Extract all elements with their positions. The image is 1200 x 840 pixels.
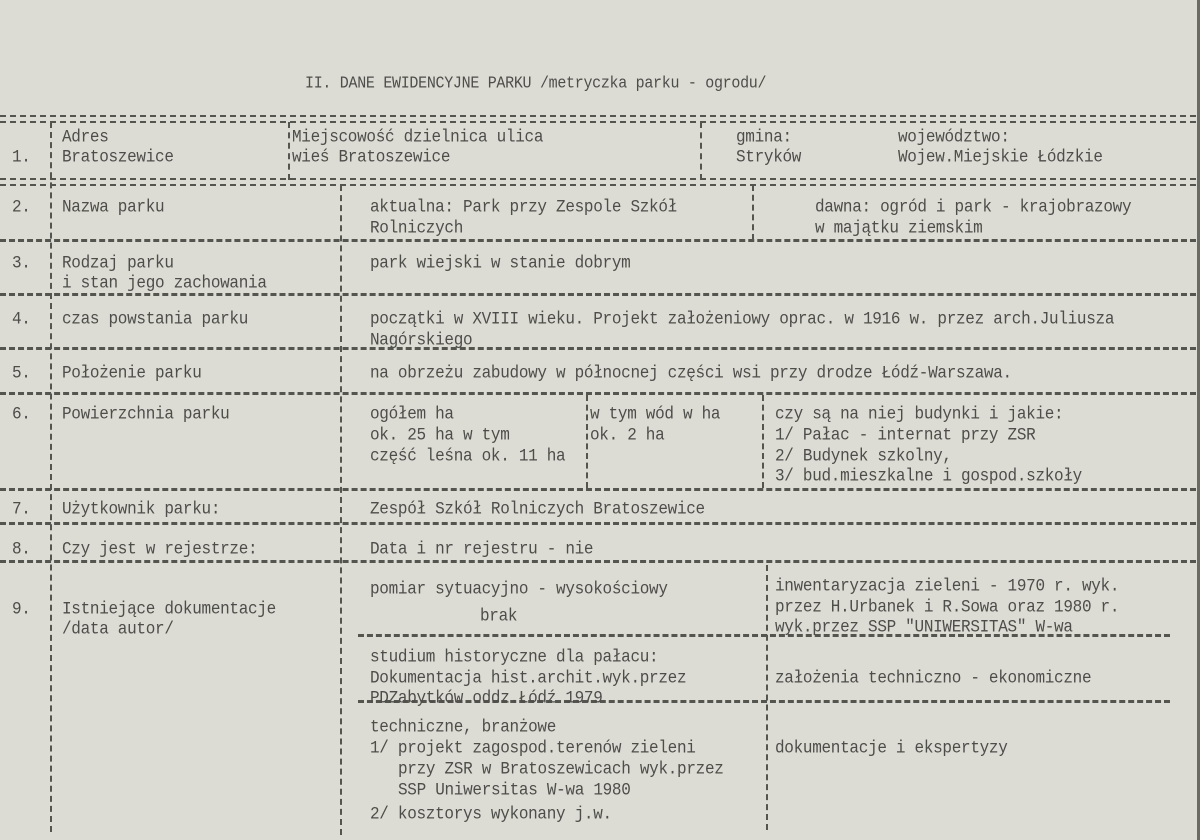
commune-value: Stryków: [736, 147, 802, 168]
expertises: dokumentacje i ekspertyzy: [775, 738, 1008, 759]
technical-economic: założenia techniczno - ekonomiczne: [775, 668, 1092, 689]
origin-value: początki w XVIII wieku. Projekt założeniowy oprac. w 1916 w. przez arch.Juliusza: [370, 309, 1115, 330]
row-divider: [0, 239, 1196, 242]
user-value: Zespół Szkół Rolniczych Bratoszewice: [370, 499, 705, 520]
area-total-label: ogółem ha: [370, 404, 454, 425]
row-number: 7.: [12, 499, 31, 520]
row-divider: [0, 347, 1196, 350]
column-divider: [762, 395, 764, 488]
column-divider: [340, 185, 342, 835]
forest-area: część leśna ok. 11 ha: [370, 446, 566, 467]
inventory-text: inwentaryzacja zieleni - 1970 r. wyk.: [775, 576, 1120, 597]
column-divider: [50, 122, 52, 832]
row-number: 6.: [12, 404, 31, 425]
double-rule: [0, 115, 1196, 123]
location-value: na obrzeżu zabudowy w północnej części wsi przy drodze Łódź-Warszawa.: [370, 363, 1012, 384]
row-divider: [0, 560, 1196, 563]
former-name: dawna: ogród i park - krajobrazowy: [815, 197, 1132, 218]
history-study: studium historyczne dla pałacu:: [370, 647, 659, 668]
building-item: 2/ Budynek szkolny,: [775, 446, 952, 467]
inventory-text: wyk.przez SSP "UNIWERSITAS" W-wa: [775, 617, 1073, 638]
address-label: Adres: [62, 127, 109, 148]
voivodeship-label: województwo:: [898, 127, 1010, 148]
column-divider: [700, 122, 702, 180]
voivodeship-value: Wojew.Miejskie Łódzkie: [898, 147, 1103, 168]
building-item: 3/ bud.mieszkalne i gospod.szkoły: [775, 466, 1082, 487]
commune-label: gmina:: [736, 127, 792, 148]
inventory-text: przez H.Urbanek i R.Sowa oraz 1980 r.: [775, 597, 1120, 618]
column-divider: [288, 122, 290, 180]
column-divider: [752, 185, 754, 240]
history-study: PDZabytków oddz.Łódź 1979: [370, 688, 603, 709]
row-divider: [0, 488, 1196, 491]
area-label: Powierzchnia parku: [62, 404, 230, 425]
buildings-label: czy są na niej budynki i jakie:: [775, 404, 1064, 425]
column-divider: [766, 565, 768, 830]
survey-value: brak: [480, 606, 518, 627]
locality-label: Miejscowość dzielnica ulica: [292, 127, 544, 148]
area-total-value: ok. 25 ha w tym: [370, 425, 510, 446]
row-number: 3.: [12, 253, 31, 274]
water-area-label: w tym wód w ha: [590, 404, 721, 425]
history-study: Dokumentacja hist.archit.wyk.przez: [370, 668, 687, 689]
document-title: II. DANE EWIDENCYJNE PARKU /metryczka parku - ogrodu/: [305, 74, 767, 94]
address-value: Bratoszewice: [62, 147, 174, 168]
row-number: 4.: [12, 309, 31, 330]
park-name-label: Nazwa parku: [62, 197, 165, 218]
technical-docs: 2/ kosztorys wykonany j.w.: [370, 804, 612, 825]
double-rule: [0, 178, 1196, 186]
documentation-label: Istniejące dokumentacje: [62, 599, 276, 620]
row-number: 2.: [12, 197, 31, 218]
origin-label: czas powstania parku: [62, 309, 249, 330]
technical-docs: SSP Uniwersitas W-wa 1980: [398, 780, 631, 801]
building-item: 1/ Pałac - internat przy ZSR: [775, 425, 1036, 446]
register-label: Czy jest w rejestrze:: [62, 539, 258, 560]
row-number: 9.: [12, 599, 31, 620]
locality-value: wieś Bratoszewice: [292, 147, 451, 168]
row-number: 8.: [12, 539, 31, 560]
current-name-cont: Rolniczych: [370, 218, 464, 239]
row-number: 5.: [12, 363, 31, 384]
location-label: Położenie parku: [62, 363, 202, 384]
water-area-value: ok. 2 ha: [590, 425, 665, 446]
origin-value-cont: Nagórskiego: [370, 330, 473, 351]
register-value: Data i nr rejestru - nie: [370, 539, 594, 560]
technical-docs: techniczne, branżowe: [370, 717, 557, 738]
park-type-label-cont: i stan jego zachowania: [62, 273, 267, 294]
park-type-label: Rodzaj parku: [62, 253, 174, 274]
row-divider: [0, 293, 1196, 296]
row-divider: [0, 522, 1196, 525]
survey-label: pomiar sytuacyjno - wysokościowy: [370, 579, 668, 600]
user-label: Użytkownik parku:: [62, 499, 221, 520]
row-number: 1.: [12, 147, 31, 168]
row-divider: [0, 392, 1196, 395]
former-name-cont: w majątku ziemskim: [815, 218, 983, 239]
technical-docs: przy ZSR w Bratoszewicach wyk.przez: [398, 759, 724, 780]
park-type-value: park wiejski w stanie dobrym: [370, 253, 631, 274]
documentation-label-cont: /data autor/: [62, 619, 174, 640]
column-divider: [586, 395, 588, 488]
technical-docs: 1/ projekt zagospod.terenów zieleni: [370, 738, 696, 759]
current-name: aktualna: Park przy Zespole Szkół: [370, 197, 677, 218]
